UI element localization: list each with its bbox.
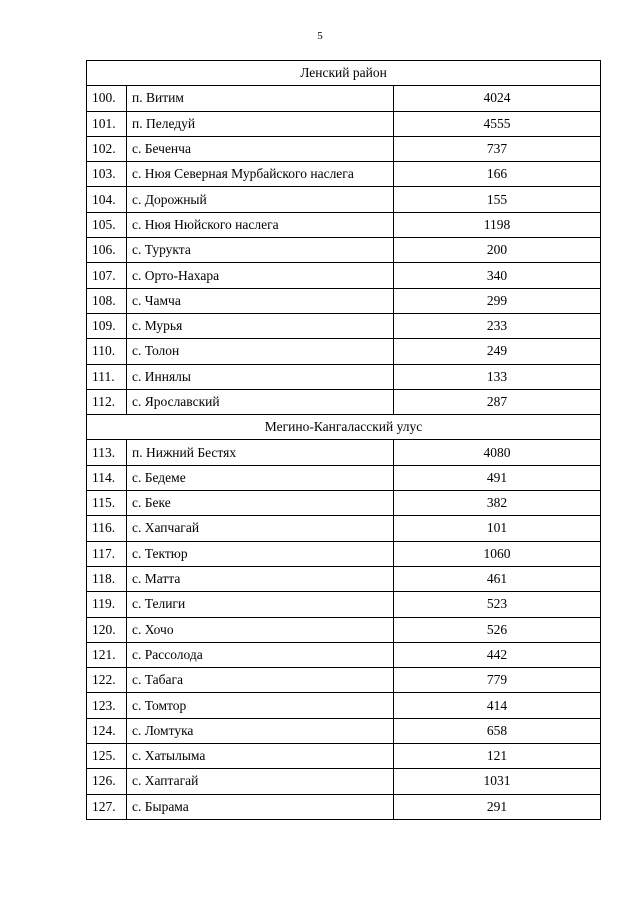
table-row [87,136,601,161]
population-value: 382 [394,491,601,516]
settlement-name: с. Рассолода [127,642,394,667]
table-row [87,642,601,667]
population-value: 4024 [394,86,601,111]
table-body [87,61,601,820]
row-number: 120. [87,617,127,642]
settlement-name: с. Иннялы [127,364,394,389]
population-value: 4555 [394,111,601,136]
table-row [87,86,601,111]
settlement-name: с. Толон [127,339,394,364]
settlement-name: с. Телиги [127,592,394,617]
row-number: 106. [87,238,127,263]
row-number: 115. [87,491,127,516]
settlement-name: с. Томтор [127,693,394,718]
settlement-name: с. Беченча [127,136,394,161]
row-number: 101. [87,111,127,136]
population-value: 233 [394,313,601,338]
table-row [87,465,601,490]
row-number: 114. [87,465,127,490]
settlement-name: с. Дорожный [127,187,394,212]
settlement-name: с. Орто-Нахара [127,263,394,288]
settlement-name: с. Мурья [127,313,394,338]
row-number: 119. [87,592,127,617]
row-number: 110. [87,339,127,364]
population-value: 166 [394,162,601,187]
settlement-name: с. Чамча [127,288,394,313]
population-value: 249 [394,339,601,364]
population-value: 1031 [394,769,601,794]
settlement-name: с. Хочо [127,617,394,642]
settlement-name: с. Ярославский [127,389,394,414]
population-value: 1060 [394,541,601,566]
table-row [87,718,601,743]
settlement-name: с. Матта [127,566,394,591]
row-number: 104. [87,187,127,212]
row-number: 118. [87,566,127,591]
settlements-table [86,60,601,820]
table-row [87,566,601,591]
row-number: 107. [87,263,127,288]
table-row [87,617,601,642]
table-row [87,592,601,617]
row-number: 116. [87,516,127,541]
table-row [87,541,601,566]
population-value: 491 [394,465,601,490]
section-title: Мегино-Кангаласский улус [87,415,601,440]
settlement-name: с. Бедеме [127,465,394,490]
section-header-row [87,61,601,86]
population-value: 299 [394,288,601,313]
population-value: 523 [394,592,601,617]
table-row [87,516,601,541]
row-number: 113. [87,440,127,465]
table-row [87,440,601,465]
settlement-name: п. Витим [127,86,394,111]
population-value: 291 [394,794,601,819]
population-value: 340 [394,263,601,288]
table-row [87,769,601,794]
table-row [87,794,601,819]
table-row [87,288,601,313]
row-number: 123. [87,693,127,718]
population-value: 779 [394,668,601,693]
row-number: 117. [87,541,127,566]
table-row [87,212,601,237]
population-value: 287 [394,389,601,414]
settlement-name: с. Хатылыма [127,744,394,769]
settlement-name: с. Хапчагай [127,516,394,541]
row-number: 100. [87,86,127,111]
settlement-name: с. Турукта [127,238,394,263]
table-row [87,263,601,288]
population-value: 101 [394,516,601,541]
row-number: 126. [87,769,127,794]
settlement-name: п. Нижний Бестях [127,440,394,465]
section-header-row [87,415,601,440]
settlement-name: с. Хаптагай [127,769,394,794]
table-row [87,339,601,364]
row-number: 105. [87,212,127,237]
table-row [87,744,601,769]
table-row [87,162,601,187]
row-number: 109. [87,313,127,338]
row-number: 111. [87,364,127,389]
row-number: 122. [87,668,127,693]
population-value: 442 [394,642,601,667]
settlement-name: с. Бырама [127,794,394,819]
population-value: 155 [394,187,601,212]
table-row [87,238,601,263]
row-number: 127. [87,794,127,819]
settlement-name: с. Тектюр [127,541,394,566]
population-value: 526 [394,617,601,642]
population-value: 414 [394,693,601,718]
population-value: 133 [394,364,601,389]
settlement-name: с. Нюя Северная Мурбайского наслега [127,162,394,187]
settlement-name: п. Пеледуй [127,111,394,136]
population-value: 658 [394,718,601,743]
settlement-name: с. Нюя Нюйского наслега [127,212,394,237]
section-title: Ленский район [87,61,601,86]
page-number: 5 [317,30,323,42]
population-value: 200 [394,238,601,263]
table-row [87,111,601,136]
settlement-name: с. Беке [127,491,394,516]
table-row [87,693,601,718]
row-number: 112. [87,389,127,414]
table-row [87,187,601,212]
population-value: 1198 [394,212,601,237]
row-number: 102. [87,136,127,161]
row-number: 108. [87,288,127,313]
table-row [87,491,601,516]
row-number: 103. [87,162,127,187]
population-value: 4080 [394,440,601,465]
table-row [87,313,601,338]
population-value: 737 [394,136,601,161]
row-number: 125. [87,744,127,769]
settlement-name: с. Табага [127,668,394,693]
table-row [87,364,601,389]
population-value: 121 [394,744,601,769]
table-row [87,668,601,693]
settlement-name: с. Ломтука [127,718,394,743]
table-row [87,389,601,414]
row-number: 121. [87,642,127,667]
population-value: 461 [394,566,601,591]
row-number: 124. [87,718,127,743]
